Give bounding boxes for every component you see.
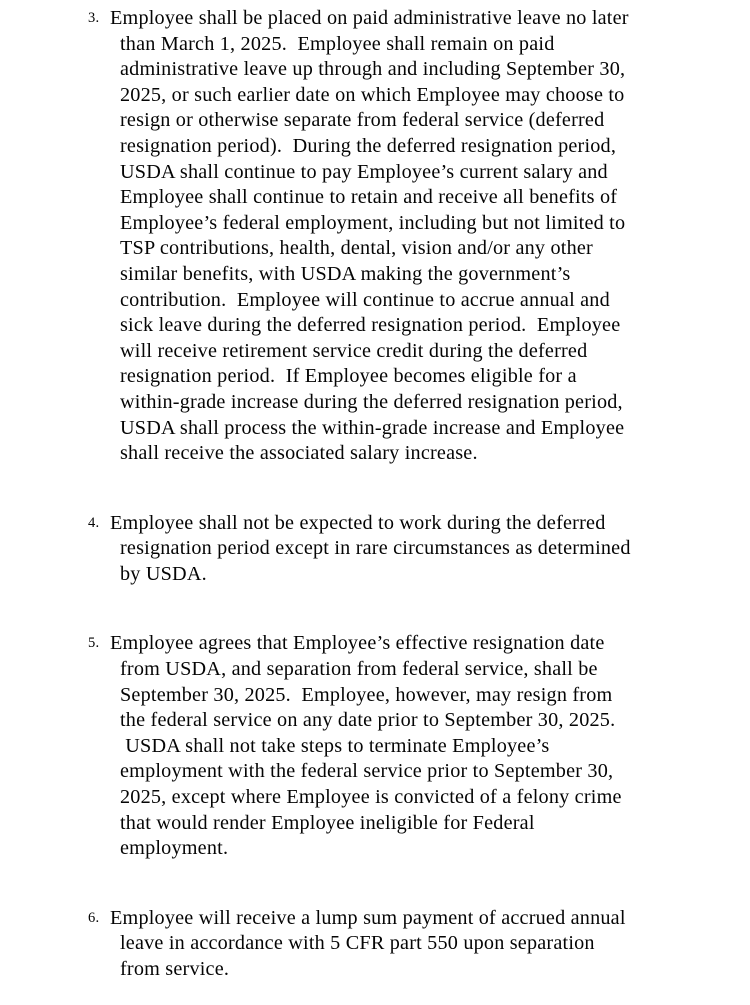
- clause-line: leave in accordance with 5 CFR part 550 upon separation: [120, 932, 595, 955]
- clause-line: will receive retirement service credit during the deferred: [120, 339, 588, 362]
- clause-text: [110, 6, 673, 467]
- clause-item: [88, 6, 673, 467]
- clause-line: resign or otherwise separate from federal service (deferred: [120, 109, 605, 132]
- clause-line: by USDA.: [120, 562, 207, 585]
- clause-line: that would render Employee ineligible for Federal: [120, 811, 535, 834]
- clause-text: [110, 511, 673, 588]
- clause-line: employment.: [120, 837, 229, 860]
- clause-item: [88, 511, 673, 588]
- clause-line: within-grade increase during the deferred resignation period,: [120, 390, 623, 413]
- clause-line: the federal service on any date prior to September 30, 2025.: [120, 709, 616, 732]
- clause-list: [88, 6, 673, 983]
- clause-line: USDA shall continue to pay Employee’s current salary and: [120, 160, 608, 183]
- clause-line: Employee will receive a lump sum payment of accrued annual: [110, 906, 626, 929]
- clause-line: similar benefits, with USDA making the government’s: [120, 262, 571, 285]
- clause-line: sick leave during the deferred resignation period. Employee: [120, 314, 621, 337]
- clause-line: Employee agrees that Employee’s effective resignation date: [110, 632, 605, 655]
- clause-line: resignation period. If Employee becomes eligible for a: [120, 365, 577, 388]
- clause-line: Employee’s federal employment, including but not limited to: [120, 211, 626, 234]
- clause-line: USDA shall not take steps to terminate Employee’s: [120, 734, 550, 757]
- clause-line: than March 1, 2025. Employee shall remain on paid: [120, 32, 555, 55]
- clause-line: from USDA, and separation from federal service, shall be: [120, 658, 598, 681]
- clause-number: 6.: [88, 909, 100, 926]
- clause-line: contribution. Employee will continue to accrue annual and: [120, 288, 610, 311]
- clause-line: 2025, except where Employee is convicted of a felony crime: [120, 786, 622, 809]
- clause-line: administrative leave up through and including September 30,: [120, 58, 626, 81]
- clause-item: [88, 906, 673, 983]
- clause-line: employment with the federal service prior to September 30,: [120, 760, 614, 783]
- clause-number: 4.: [88, 514, 100, 531]
- clause-line: shall receive the associated salary increase.: [120, 442, 478, 465]
- clause-line: from service.: [120, 958, 230, 980]
- clause-line: Employee shall not be expected to work during the deferred: [110, 511, 606, 534]
- clause-line: September 30, 2025. Employee, however, may resign from: [120, 683, 613, 706]
- clause-line: TSP contributions, health, dental, vision and/or any other: [120, 237, 593, 260]
- clause-text: [110, 906, 673, 983]
- clause-line: resignation period except in rare circumstances as determined: [120, 537, 631, 560]
- clause-text: [110, 631, 673, 861]
- clause-line: USDA shall process the within-grade increase and Employee: [120, 416, 625, 439]
- clause-line: Employee shall be placed on paid administrative leave no later: [110, 7, 629, 29]
- clause-line: resignation period). During the deferred resignation period,: [120, 134, 617, 157]
- clause-number: 5.: [88, 635, 100, 652]
- clause-item: [88, 631, 673, 861]
- clause-line: Employee shall continue to retain and receive all benefits of: [120, 186, 618, 209]
- clause-number: 3.: [88, 10, 100, 26]
- clause-line: 2025, or such earlier date on which Employee may choose to: [120, 83, 625, 106]
